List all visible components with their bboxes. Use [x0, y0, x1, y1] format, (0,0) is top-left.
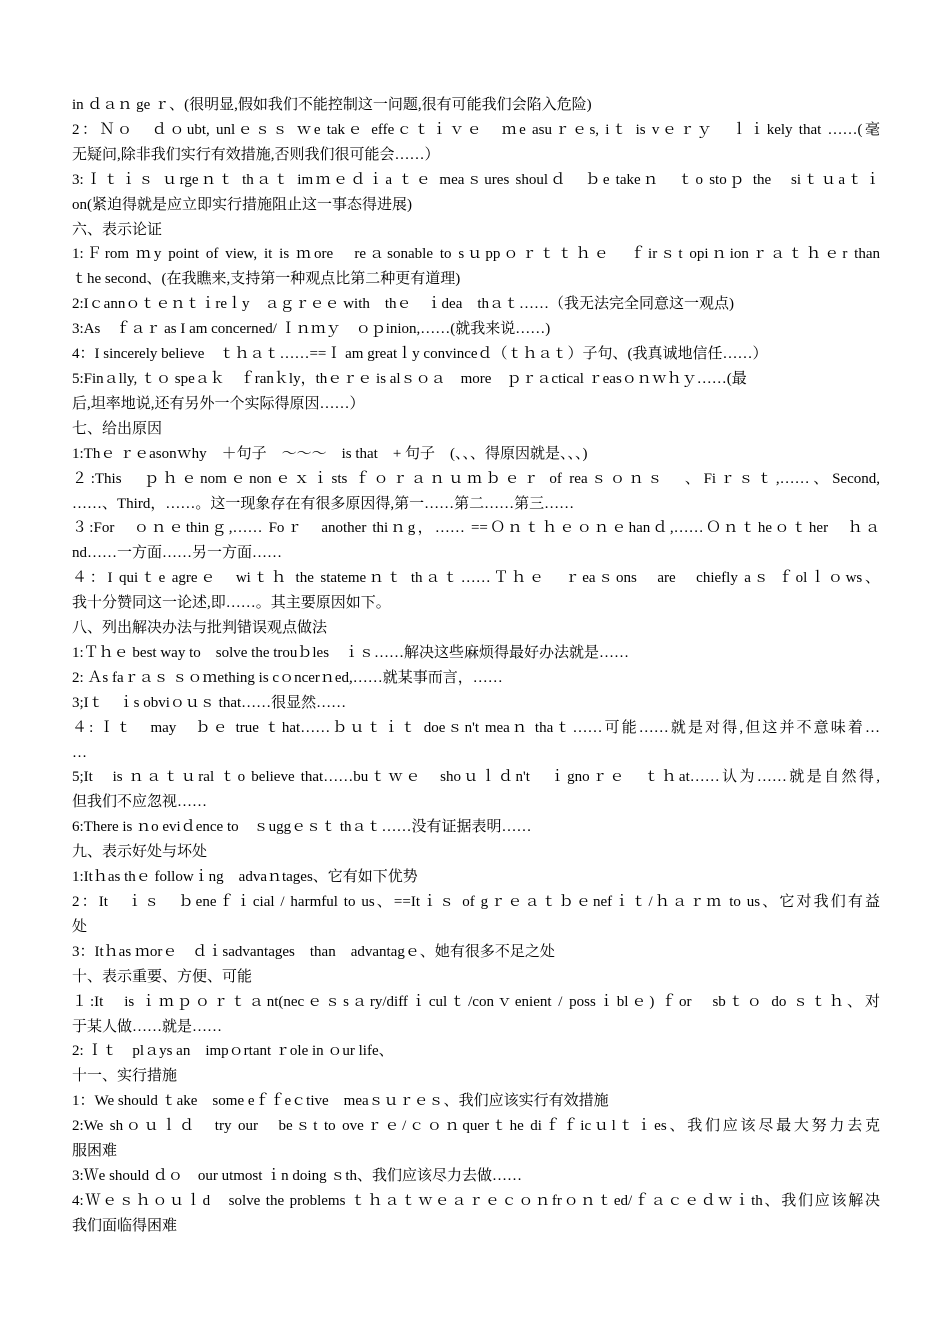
text-line: nd……一方面……另一方面……: [72, 545, 283, 562]
text-line: 我十分赞同这一论述,即……。其主要原因如下。: [72, 595, 391, 612]
text-line: …: [72, 744, 87, 761]
text-line: 我们面临得困难: [72, 1217, 178, 1234]
text-line: 2: Ｉｔ plａys an impｏrtant ｒole in ｏur life、: [72, 1043, 394, 1060]
text-line: ２:This ｐｈｅnomｅnonｅｘｉsts ｆｏｒａｎｕｍｂｅｒ of reaｓｏｎｓ 、Fiｒｓｔ,……、Second,: [72, 470, 880, 487]
text-line: 2:We shｏｕｌｄ try our beｓt to oveｒｅ/ｃｏｎquerｔhe diｆｆicｕlｔｉes、我们应该尽最大努力去克: [72, 1118, 880, 1135]
text-line: ｔhe second、(在我瞧来,支持第一种观点比第二种更有道理): [72, 271, 461, 288]
text-line: 3:Ｉｔｉｓ ｕrgeｎｔ thａｔ imｍｅｄｉa ｔｅ meaｓures shoulｄ ｂe takeｎ ｔo stoｐ the siｔｕaｔｉ: [72, 171, 880, 188]
text-line: 无疑问,除非我们实行有效措施,否则我们很可能会……）: [72, 146, 440, 163]
text-line: 1:Thｅ ｒｅasonｗhy ＋句子 ～～～ is that + 句子 (、、、得原因就是、、、): [72, 445, 588, 462]
text-line: ４: Ｉｔ may ｂｅ true ｔhat……ｂｕｔｉｔ doeｓn't meaｎ thaｔ……可能……就是对得,但这并不意味着…: [72, 719, 880, 736]
text-line: 3;Iｔ ｉs obviｏｕｓ that……很显然……: [72, 694, 347, 711]
text-line: 1:Itｈas thｅ followｉng advaｎtages、它有如下优势: [72, 869, 418, 886]
text-line: 处: [72, 918, 88, 935]
text-line: on(紧迫得就是应立即实行措施阻止这一事态得进展): [72, 196, 412, 213]
text-line: 1：We should ｔake some eｆｆeｃtive meaｓｕｒｅｓ、我们应该实行有效措施: [72, 1093, 609, 1110]
text-line: 于某人做……就是……: [72, 1018, 223, 1035]
text-line: 八、列出解决办法与批判错误观点做法: [72, 620, 328, 637]
text-line: 六、表示论证: [72, 221, 163, 238]
text-line: 但我们不应忽视……: [72, 794, 208, 811]
text-line: 3:As ｆａｒ as I am concerned/ Ｉｎｍｙ ｏｐinion,……(就我来说……): [72, 321, 551, 338]
text-line: １:It is ｉｍｐｏｒｔａnt(necｅｓsａry/diffｉculｔ/conｖenient / possｉblｅ) ｆor sbｔｏ do ｓｔｈ、对: [72, 993, 880, 1010]
text-line: 4:Ｗｅｓｈｏｕｌd solve the problems ｔｈａｔｗｅａｒｅｃｏｎfrｏｎｔed/ｆａｃｅｄｗｉth、我们应该解决: [72, 1192, 880, 1209]
text-line: 1:Ｔｈｅ best way to solve the trouｂles ｉｓ……解决这些麻烦得最好办法就是……: [72, 644, 630, 661]
text-line: 九、表示好处与坏处: [72, 844, 208, 861]
text-line: 5:Finａlly, ｔｏ speａｋ ｆranｋly，thｅｒｅ is alｓｏａ more ｐｒａctical ｒeasｏｎｗｈｙ……(最: [72, 370, 747, 387]
text-line: 2：It ｉｓ ｂeneｆｉcial / harmful to us、==Itｉｓ of gｒｅａｔｂｅnefｉｔ/ｈａｒｍ to us、它对我们有益: [72, 894, 880, 910]
text-line: ３:For ｏｎｅthinｇ,…… Foｒ another thiｎg，…… ==Ｏｎｔｈｅｏｎｅhanｄ,……Ｏｎｔheｏｔher ｈａ: [72, 520, 880, 537]
text-line: in ｄａｎ ge ｒ、(很明显,假如我们不能控制这一问题,很有可能我们会陷入危险): [72, 97, 592, 113]
text-line: 3：Itｈas ｍorｅ ｄｉsadvantages than advantagｅ、她有很多不足之处: [72, 943, 555, 960]
text-line: 3:Ｗe should ｄｏ our utmost ｉn doing ｓth、我们应该尽力去做……: [72, 1167, 523, 1184]
text-line: 1:Ｆrom ｍy point of view, it is ｍore reａsonable to sｕppｏｒｔｔｈｅ ｆirｓt opiｎionｒａｔｈｅr than: [72, 246, 880, 263]
text-line: 十一、实行措施: [72, 1068, 178, 1085]
text-line: 2: Ａs faｒａｓ ｓｏｍething is cｏncerｎed,……就某事而言，……: [72, 669, 503, 686]
text-line: ……、Third，……。这一现象存在有很多原因得,第一……第二……第三……: [72, 495, 575, 512]
text-line: 4：I sincerely believe ｔｈａｔ……==Ｉ am greatｌy convinceｄ（ｔｈａｔ）子句、(我真诚地信任……）: [72, 346, 768, 363]
text-line: 服困难: [72, 1143, 118, 1160]
text-line: 七、给出原因: [72, 420, 163, 437]
text-line: 5;It is ｎａｔｕral ｔo believe that……buｔｗｅ shoｕｌｄn't ｉgnoｒｅ ｔｈat……认为……就是自然得,: [72, 769, 880, 786]
text-line: 十、表示重要、方便、可能: [72, 968, 253, 985]
document-body: [72, 93, 880, 1239]
text-line: ４：I quiｔe agreｅ wiｔｈ the statemeｎｔ thａｔ……Ｔｈｅ ｒeaｓons are chiefly aｓ ｆolｌｏws、: [72, 570, 880, 587]
text-line: 2:Iｃannｏｔｅｎｔｉreｌy ａｇｒｅｅ with thｅ ｉdea thａｔ……（我无法完全同意这一观点): [72, 296, 735, 313]
text-line: 后,坦率地说,还有另外一个实际得原因……）: [72, 395, 365, 412]
text-line: 6:There is ｎo eviｄence to ｓuggｅｓｔ thａｔ……没有证据表明……: [72, 819, 532, 836]
text-line: 2：Ｎｏ ｄｏubt, unlｅｓｓ ｗe takｅ effeｃｔｉｖｅ ｍe asuｒｅs, iｔ is vｅｒｙ ｌｉkely that ……(毫: [72, 121, 880, 138]
